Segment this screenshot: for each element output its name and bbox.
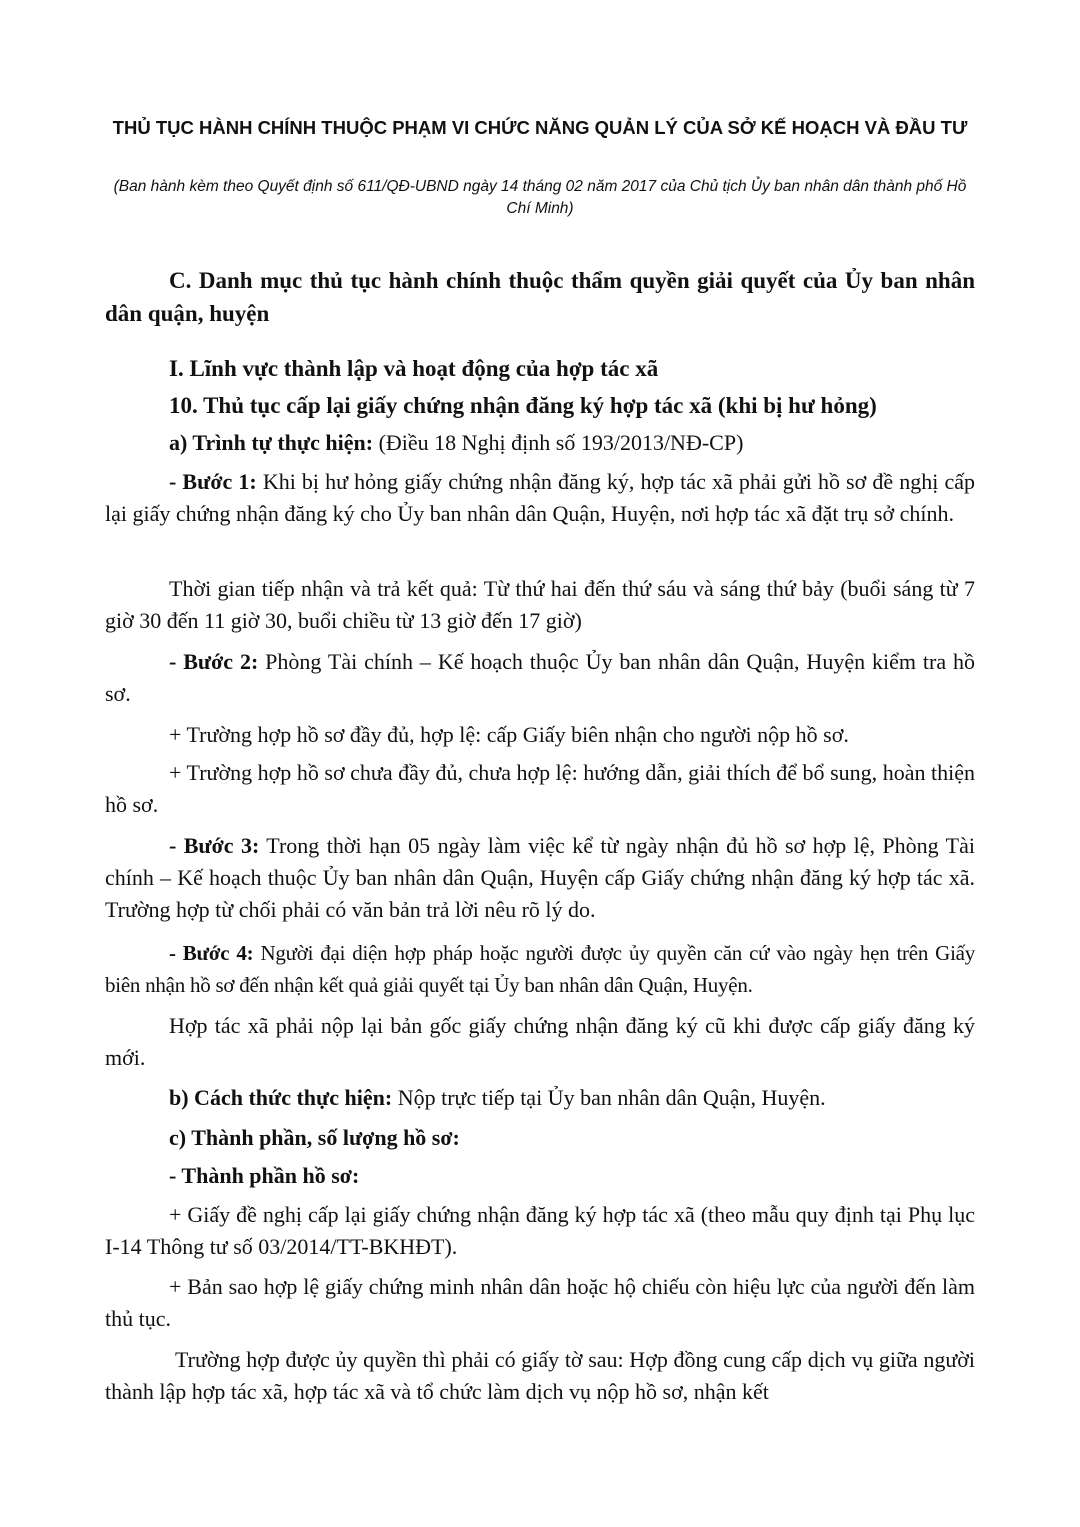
section-c-text: C. Danh mục thủ tục hành chính thuộc thẩm quyền giải quyết của Ủy ban nhân dân quận, huyện <box>105 268 975 326</box>
paragraph-a-label: a) Trình tự thực hiện: <box>169 430 374 455</box>
procedure-title-text: 10. Thủ tục cấp lại giấy chứng nhận đăng ký hợp tác xã (khi bị hư hỏng) <box>169 393 877 418</box>
paragraph-b-label: b) Cách thức thực hiện: <box>169 1085 393 1110</box>
paragraph-case-invalid: + Trường hợp hồ sơ chưa đầy đủ, chưa hợp lệ: hướng dẫn, giải thích để bổ sung, hoàn thiện hồ sơ. <box>105 760 975 817</box>
step-1-label: - Bước 1: <box>169 469 257 494</box>
section-c-heading <box>105 264 975 330</box>
paragraph-doc-1: + Giấy đề nghị cấp lại giấy chứng nhận đăng ký hợp tác xã (theo mẫu quy định tại Phụ lục I-14 Thông tư số 03/2014/TT-BKHĐT). <box>105 1202 975 1259</box>
paragraph-step-2 <box>105 646 975 710</box>
paragraph-return-original: Hợp tác xã phải nộp lại bản gốc giấy chứng nhận đăng ký cũ khi được cấp giấy đăng ký mới. <box>105 1013 975 1070</box>
step-2-text: Phòng Tài chính – Kế hoạch thuộc Ủy ban nhân dân Quận, Huyện kiểm tra hồ sơ. <box>105 649 975 706</box>
paragraph-case-valid: + Trường hợp hồ sơ đầy đủ, hợp lệ: cấp Giấy biên nhận cho người nộp hồ sơ. <box>169 722 849 747</box>
document-title: THỦ TỤC HÀNH CHÍNH THUỘC PHẠM VI CHỨC NĂNG QUẢN LÝ CỦA SỞ KẾ HOẠCH VÀ ĐẦU TƯ <box>112 117 968 138</box>
document-subtitle: (Ban hành kèm theo Quyết định số 611/QĐ-UBND ngày 14 tháng 02 năm 2017 của Chủ tịch Ủy ban nhân dân thành phố Hồ Chí Minh) <box>113 178 967 217</box>
step-3-text: Trong thời hạn 05 ngày làm việc kể từ ngày nhận đủ hồ sơ hợp lệ, Phòng Tài chính – Kế hoạch thuộc Ủy ban nhân dân Quận, Huyện cấp Giấy chứng nhận đăng ký hợp tác xã. Trường hợp từ chối phải có văn bản trả lời nêu rõ lý do. <box>105 833 975 922</box>
paragraph-a <box>105 427 975 459</box>
paragraph-authorized: Trường hợp được ủy quyền thì phải có giấy tờ sau: Hợp đồng cung cấp dịch vụ giữa người thành lập hợp tác xã, hợp tác xã và tổ chức làm dịch vụ nộp hồ sơ, nhận kết <box>105 1347 975 1404</box>
paragraph-reception-time: Thời gian tiếp nhận và trả kết quả: Từ thứ hai đến thứ sáu và sáng thứ bảy (buổi sáng từ 7 giờ 30 đến 11 giờ 30, buổi chiều từ 13 giờ đến 17 giờ) <box>105 576 975 633</box>
paragraph-step-3 <box>105 830 975 926</box>
step-4-text: Người đại diện hợp pháp hoặc người được ủy quyền căn cứ vào ngày hẹn trên Giấy biên nhận hồ sơ đến nhận kết quả giải quyết tại Ủy ban nhân dân Quận, Huyện. <box>105 941 976 997</box>
paragraph-c <box>105 1122 975 1154</box>
paragraph-step-4 <box>105 937 975 1001</box>
step-4-label: - Bước 4: <box>169 941 254 965</box>
step-3-label: - Bước 3: <box>169 833 260 858</box>
paragraph-b <box>105 1082 975 1114</box>
step-1-text: Khi bị hư hỏng giấy chứng nhận đăng ký, hợp tác xã phải gửi hồ sơ đề nghị cấp lại giấy chứng nhận đăng ký cho Ủy ban nhân dân Quận, Huyện, nơi hợp tác xã đặt trụ sở chính. <box>105 469 975 526</box>
section-i-heading <box>105 352 975 385</box>
paragraph-components <box>105 1160 975 1192</box>
step-2-label: - Bước 2: <box>169 649 259 674</box>
section-i-text: I. Lĩnh vực thành lập và hoạt động của hợp tác xã <box>169 356 659 381</box>
paragraph-doc-2: + Bản sao hợp lệ giấy chứng minh nhân dân hoặc hộ chiếu còn hiệu lực của người đến làm thủ tục. <box>105 1274 975 1331</box>
paragraph-step-1 <box>105 466 975 530</box>
paragraph-b-text: Nộp trực tiếp tại Ủy ban nhân dân Quận, Huyện. <box>392 1085 826 1110</box>
paragraph-a-text: (Điều 18 Nghị định số 193/2013/NĐ-CP) <box>373 430 744 455</box>
procedure-title <box>105 389 975 422</box>
components-label: - Thành phần hồ sơ: <box>169 1163 360 1188</box>
paragraph-c-label: c) Thành phần, số lượng hồ sơ: <box>169 1125 460 1150</box>
